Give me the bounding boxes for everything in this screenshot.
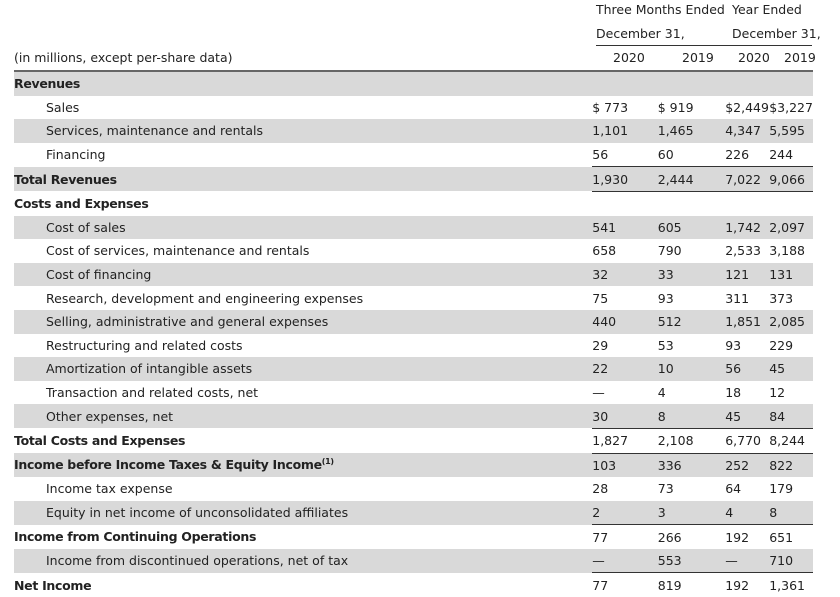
cell-value: 1,465 bbox=[658, 119, 725, 143]
row-label bbox=[14, 501, 592, 525]
row-label-text: Restructuring and related costs bbox=[46, 337, 243, 353]
cell-value: 226 bbox=[725, 147, 750, 163]
cell-value: 605 bbox=[658, 216, 725, 240]
cell-value: 8 bbox=[658, 404, 725, 428]
cell-value: 1,742 bbox=[725, 216, 769, 240]
cell-value: 1,930 bbox=[592, 167, 658, 192]
table-row bbox=[14, 263, 813, 287]
cell-value: $3,227 bbox=[769, 99, 813, 115]
cell-value: 819 bbox=[658, 573, 725, 597]
header-rule bbox=[596, 45, 812, 46]
cell-value: 6,770 bbox=[725, 428, 769, 453]
table-row bbox=[14, 501, 813, 525]
cell-value: 121 bbox=[725, 263, 769, 287]
table-row bbox=[14, 334, 813, 358]
cell-value: 2,085 bbox=[769, 310, 813, 334]
cell-value: 64 bbox=[725, 481, 742, 497]
table-row bbox=[14, 573, 813, 597]
row-label bbox=[14, 119, 592, 143]
table-row bbox=[14, 404, 813, 428]
row-label-text: Total Costs and Expenses bbox=[14, 433, 186, 449]
header-three-months-line1: Three Months Ended bbox=[596, 2, 725, 17]
cell-value: 244 bbox=[769, 147, 794, 163]
row-label-text: Sales bbox=[46, 99, 80, 115]
row-label-text: Net Income bbox=[14, 577, 92, 593]
table-row bbox=[14, 453, 813, 477]
cell-value: 77 bbox=[592, 573, 658, 597]
cell-value bbox=[769, 72, 813, 96]
cell-value: 229 bbox=[769, 337, 794, 353]
cell-value: 541 bbox=[592, 216, 658, 240]
table-row bbox=[14, 310, 813, 334]
table-row bbox=[14, 216, 813, 240]
cell-value: 7,022 bbox=[725, 167, 769, 192]
cell-value: 45 bbox=[725, 404, 769, 428]
cell-value: 192 bbox=[725, 573, 769, 597]
row-label bbox=[14, 286, 592, 310]
cell-value: 75 bbox=[592, 290, 609, 306]
row-label-text: Cost of financing bbox=[46, 267, 152, 283]
header-year-line2: December 31, bbox=[732, 26, 821, 41]
row-label-text: Transaction and related costs, net bbox=[46, 385, 259, 401]
cell-value: 2 bbox=[592, 501, 658, 525]
row-label bbox=[14, 477, 592, 501]
cell-value: 5,595 bbox=[769, 119, 813, 143]
cell-value: 32 bbox=[592, 263, 658, 287]
col-header-y-2019: 2019 bbox=[784, 50, 816, 65]
row-label bbox=[14, 453, 592, 477]
cell-value: 33 bbox=[658, 263, 725, 287]
table-row bbox=[14, 191, 813, 215]
cell-value: 822 bbox=[769, 453, 813, 477]
row-label bbox=[14, 263, 592, 287]
table-row bbox=[14, 286, 813, 310]
row-label bbox=[14, 96, 592, 120]
cell-value: 658 bbox=[592, 243, 617, 259]
cell-value: 45 bbox=[769, 357, 813, 381]
row-label-text: Income from Continuing Operations bbox=[14, 529, 257, 545]
row-label bbox=[14, 549, 592, 573]
row-label bbox=[14, 357, 592, 381]
table-row bbox=[14, 549, 813, 573]
cell-value: — bbox=[592, 385, 605, 401]
cell-value: $ 919 bbox=[657, 99, 694, 115]
row-label bbox=[14, 381, 592, 405]
cell-value: 103 bbox=[592, 453, 658, 477]
row-label bbox=[14, 72, 592, 96]
cell-value: 84 bbox=[769, 404, 813, 428]
units-note: (in millions, except per-share data) bbox=[14, 50, 233, 65]
cell-value bbox=[725, 72, 769, 96]
col-header-q-2020: 2020 bbox=[613, 50, 645, 65]
cell-value bbox=[658, 72, 725, 96]
cell-value: 30 bbox=[592, 404, 658, 428]
table-row bbox=[14, 72, 813, 96]
row-label-text: Amortization of intangible assets bbox=[46, 361, 253, 377]
table-row bbox=[14, 357, 813, 381]
row-label bbox=[14, 143, 592, 167]
table-row bbox=[14, 525, 813, 549]
cell-value: 710 bbox=[769, 549, 813, 573]
row-label bbox=[14, 404, 592, 428]
cell-value: $2,449 bbox=[725, 99, 769, 115]
cell-value: 18 bbox=[725, 385, 742, 401]
cell-value: 29 bbox=[592, 337, 609, 353]
cell-value: 22 bbox=[592, 357, 658, 381]
cell-value: 12 bbox=[769, 385, 786, 401]
table-row bbox=[14, 119, 813, 143]
cell-value: 2,444 bbox=[658, 167, 725, 192]
cell-value: 131 bbox=[769, 263, 813, 287]
col-header-q-2019: 2019 bbox=[682, 50, 714, 65]
cell-value: 77 bbox=[592, 525, 658, 549]
cell-value: 4,347 bbox=[725, 119, 769, 143]
cell-value: $ 773 bbox=[592, 99, 629, 115]
row-label-text: Income tax expense bbox=[46, 481, 173, 497]
row-label bbox=[14, 334, 592, 358]
cell-value: 651 bbox=[769, 525, 813, 549]
row-label-text: Equity in net income of unconsolidated affiliates bbox=[46, 505, 349, 521]
cell-value: 440 bbox=[592, 310, 658, 334]
cell-value: 4 bbox=[725, 501, 769, 525]
row-label bbox=[14, 191, 592, 215]
cell-value: 311 bbox=[725, 290, 750, 306]
cell-value bbox=[725, 191, 769, 215]
cell-value: 336 bbox=[658, 453, 725, 477]
cell-value: 3,188 bbox=[769, 243, 805, 259]
row-label-text: Services, maintenance and rentals bbox=[46, 123, 264, 139]
cell-value: 192 bbox=[725, 525, 769, 549]
cell-value: 8 bbox=[769, 501, 813, 525]
row-label-text: Other expenses, net bbox=[46, 408, 174, 424]
cell-value: 10 bbox=[658, 357, 725, 381]
cell-value: 93 bbox=[657, 290, 674, 306]
col-header-y-2020: 2020 bbox=[738, 50, 770, 65]
cell-value: 53 bbox=[657, 337, 674, 353]
cell-value: 2,108 bbox=[658, 428, 725, 453]
row-label-text: Revenues bbox=[14, 76, 81, 92]
row-label bbox=[14, 573, 592, 597]
cell-value: 1,827 bbox=[592, 428, 658, 453]
cell-value: 56 bbox=[592, 147, 609, 163]
cell-value bbox=[592, 191, 658, 215]
table-row bbox=[14, 239, 813, 263]
statement-table bbox=[14, 72, 813, 597]
row-label-text: Financing bbox=[46, 147, 106, 163]
header-three-months-line2: December 31, bbox=[596, 26, 685, 41]
cell-value: — bbox=[725, 549, 769, 573]
cell-value: 1,361 bbox=[769, 573, 813, 597]
footnote-marker: (1) bbox=[321, 457, 334, 467]
cell-value: 790 bbox=[657, 243, 682, 259]
table-row bbox=[14, 381, 813, 405]
row-label-text: Research, development and engineering expenses bbox=[46, 290, 364, 306]
cell-value: 2,533 bbox=[725, 243, 762, 259]
cell-value: 28 bbox=[592, 481, 609, 497]
cell-value: 373 bbox=[769, 290, 794, 306]
row-label-text: Cost of services, maintenance and rentals bbox=[46, 243, 310, 259]
cell-value bbox=[592, 72, 658, 96]
cell-value: 93 bbox=[725, 337, 742, 353]
cell-value: 266 bbox=[658, 525, 725, 549]
cell-value: 56 bbox=[725, 357, 769, 381]
row-label-text: Total Revenues bbox=[14, 171, 117, 187]
cell-value: 252 bbox=[725, 453, 769, 477]
cell-value: 553 bbox=[658, 549, 725, 573]
row-label bbox=[14, 428, 592, 453]
cell-value: 3 bbox=[658, 501, 725, 525]
cell-value: 8,244 bbox=[769, 428, 813, 453]
row-label bbox=[14, 216, 592, 240]
cell-value: 9,066 bbox=[769, 167, 813, 192]
row-label bbox=[14, 167, 592, 192]
row-label-text: Cost of sales bbox=[46, 219, 126, 235]
table-row bbox=[14, 96, 813, 120]
cell-value: 179 bbox=[769, 481, 794, 497]
row-label-text: Income from discontinued operations, net of tax bbox=[46, 553, 349, 569]
table-row bbox=[14, 167, 813, 192]
row-label-text: Selling, administrative and general expenses bbox=[46, 314, 329, 330]
cell-value: 2,097 bbox=[769, 216, 813, 240]
table-row bbox=[14, 477, 813, 501]
cell-value: 1,101 bbox=[592, 119, 658, 143]
row-label bbox=[14, 525, 592, 549]
cell-value: — bbox=[592, 549, 658, 573]
row-label-text: Income before Income Taxes & Equity Income bbox=[14, 457, 322, 473]
cell-value: 73 bbox=[657, 481, 674, 497]
row-label-text: Costs and Expenses bbox=[14, 196, 149, 212]
row-label bbox=[14, 239, 592, 263]
table-row bbox=[14, 143, 813, 167]
cell-value: 4 bbox=[657, 385, 666, 401]
cell-value: 1,851 bbox=[725, 310, 769, 334]
cell-value: 60 bbox=[657, 147, 674, 163]
header-year-line1: Year Ended bbox=[732, 2, 802, 17]
cell-value bbox=[769, 191, 813, 215]
table-row bbox=[14, 428, 813, 453]
cell-value bbox=[658, 191, 725, 215]
row-label bbox=[14, 310, 592, 334]
cell-value: 512 bbox=[658, 310, 725, 334]
